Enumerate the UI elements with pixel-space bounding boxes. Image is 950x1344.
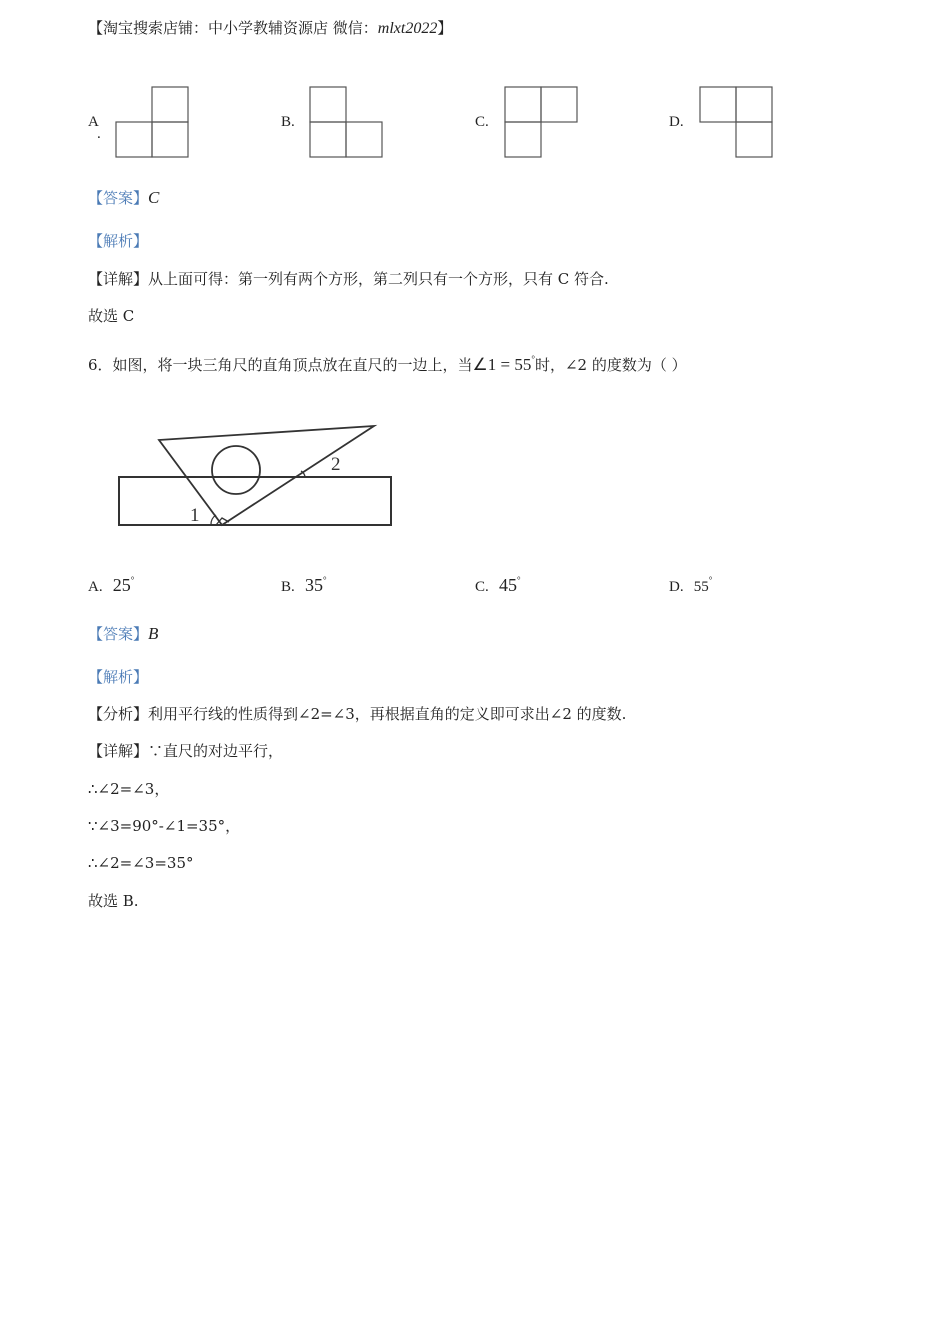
q6-step-2: ∵∠3=90°-∠1=35°， <box>88 817 241 835</box>
q6-figure <box>0 0 950 560</box>
q5-analysis-tag: 【解析】 <box>88 232 149 250</box>
q6-stem: 6．如图，将一块三角尺的直角顶点放在直尺的一边上，当∠1 = 55°时，∠2 的度数为（ ） <box>88 354 687 374</box>
q5-detail: 【详解】从上面可得：第一列有两个方形，第二列只有一个方形，只有 C 符合. <box>88 270 609 288</box>
q6-step-3: ∴∠2=∠3=35° <box>88 854 194 872</box>
header-wechat: mlxt2022 <box>377 20 438 37</box>
angle-2-label: 2 <box>331 454 341 475</box>
q5-conclusion: 故选 C <box>88 307 135 325</box>
q5-option-a-label: A <box>88 114 99 130</box>
q5-option-c-label: C. <box>475 114 489 130</box>
q5-option-b-label: B. <box>281 114 295 130</box>
q6-option-c: C. 45° <box>475 575 521 595</box>
q6-option-a: A. 25° <box>88 575 135 595</box>
q6-answer <box>88 624 158 644</box>
q5-option-d-label: D. <box>669 114 684 130</box>
answer-tag: 【答案】 <box>88 189 149 207</box>
q6-step-1: ∴∠2=∠3， <box>88 780 170 798</box>
q6-conclusion: 故选 B. <box>88 892 139 910</box>
header-close: 】 <box>437 19 453 37</box>
q6-analysis-line: 【分析】利用平行线的性质得到∠2=∠3，再根据直角的定义即可求出∠2 的度数. <box>88 705 627 723</box>
answer-value: C <box>148 188 160 207</box>
q5-option-a-dot: . <box>97 126 101 142</box>
q6-option-d: D. 55° <box>669 575 713 595</box>
answer-tag: 【答案】 <box>88 625 149 643</box>
q6-stem-angle: ∠1 = 55° <box>472 354 535 374</box>
answer-value: B <box>148 624 159 643</box>
q6-option-b: B. 35° <box>281 575 327 595</box>
q6-analysis-tag: 【解析】 <box>88 668 149 686</box>
q6-detail-line: 【详解】∵直尺的对边平行， <box>88 742 284 760</box>
angle-1-label: 1 <box>190 505 200 526</box>
header-text: 【淘宝搜索店铺：中小学教辅资源店 微信： <box>88 19 378 37</box>
